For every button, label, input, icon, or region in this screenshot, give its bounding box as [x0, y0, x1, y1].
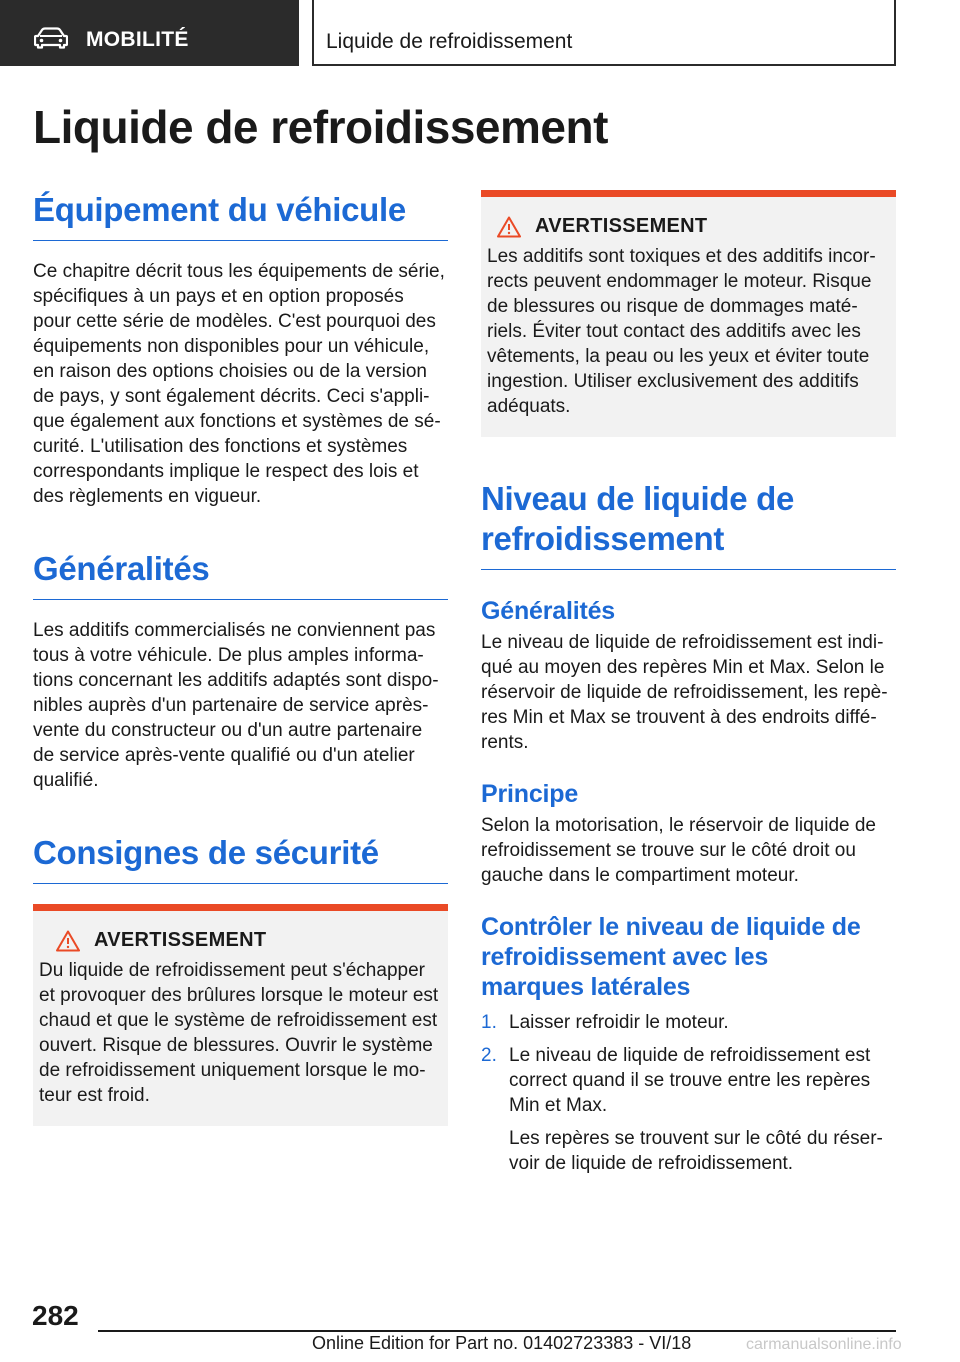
edition-label: Online Edition for Part no. 01402723383 - VI/18 [312, 1333, 692, 1353]
warning-triangle-icon [56, 930, 80, 952]
text-line: Min et Max. [509, 1095, 608, 1116]
text-line: pour cette série de modèles. C'est pourquoi des [33, 311, 436, 332]
text-line: vêtements, la peau ou les yeux et éviter toute [487, 346, 870, 367]
text-line: en raison des options choisies ou de la version [33, 361, 427, 382]
text-line: Les repères se trouvent sur le côté du réser‐ [509, 1128, 883, 1149]
text-line: nibles auprès d'un partenaire de service après- [33, 695, 429, 716]
text-line: voir de liquide de refroidissement. [509, 1153, 794, 1174]
text-line: spécifiques à un pays et en option proposés [33, 286, 404, 307]
principle-heading: Principe [481, 780, 579, 808]
text-line: de blessures ou risque de dommages maté‐ [487, 296, 858, 317]
principle-paragraph [481, 813, 896, 888]
text-line: vente du constructeur ou d'un autre partenaire [33, 720, 423, 741]
text-line: que également aux fonctions et systèmes de sé‐ [33, 411, 441, 432]
text-line: de refroidissement uniquement lorsque le mo‐ [39, 1060, 426, 1081]
text-line: rents. [481, 732, 529, 753]
heading-line: Niveau de liquide de [481, 480, 795, 517]
footer-divider [98, 1330, 896, 1332]
text-line: et provoquer des brûlures lorsque le moteur est [39, 985, 439, 1006]
text-line: adéquats. [487, 396, 571, 417]
text-line: réservoir de liquide de refroidissement, les repè‐ [481, 682, 888, 703]
warning-header [39, 929, 442, 952]
warning-title: AVERTISSEMENT [94, 929, 267, 951]
text-line: Les additifs sont toxiques et des additifs incor‐ [487, 246, 876, 267]
left-column [33, 190, 448, 1126]
check-level-heading [481, 912, 896, 1002]
text-line: ouvert. Risque de blessures. Ouvrir le système [39, 1035, 433, 1056]
text-line: chaud et que le système de refroidissement est [39, 1010, 438, 1031]
warning-title: AVERTISSEMENT [535, 215, 708, 237]
text-line: Ce chapitre décrit tous les équipements de série, [33, 261, 445, 282]
list-item [481, 1043, 896, 1176]
heading-line: Contrôler le niveau de liquide de [481, 913, 861, 941]
text-line: tous à votre véhicule. De plus amples informa‐ [33, 645, 424, 666]
list-item [481, 1010, 896, 1035]
watermark: carmanualsonline.info [746, 1336, 902, 1353]
text-line: gauche dans le compartiment moteur. [481, 865, 799, 886]
text-line: des règlements en vigueur. [33, 486, 262, 507]
text-line: qualifié. [33, 770, 99, 791]
step-number: 2. [481, 1045, 497, 1066]
text-line: ingestion. Utiliser exclusivement des additifs [487, 371, 859, 392]
text-line: de service après-vente qualifié ou d'un atelier [33, 745, 415, 766]
text-line: Le niveau de liquide de refroidissement est [509, 1045, 871, 1066]
text-line: riels. Éviter tout contact des additifs avec les [487, 321, 861, 342]
general-heading: Généralités [33, 549, 448, 600]
text-line: Selon la motorisation, le réservoir de liquide de [481, 815, 876, 836]
page-number: 282 [32, 1300, 79, 1331]
text-line: Du liquide de refroidissement peut s'échapper [39, 960, 425, 981]
section-tab [0, 0, 299, 66]
heading-line: refroidissement [481, 520, 725, 557]
text-line: de pays, y sont également décrits. Ceci s'appli‐ [33, 386, 430, 407]
text-line: teur est froid. [39, 1085, 150, 1106]
text-line: tions concernant les additifs adaptés sont dispo‐ [33, 670, 439, 691]
warning-box [33, 904, 448, 1126]
level-heading [481, 479, 896, 570]
warning-triangle-icon [497, 216, 521, 238]
breadcrumb [312, 0, 896, 66]
level-general-heading: Généralités [481, 597, 615, 625]
equipment-paragraph [33, 259, 448, 509]
text-line: Laisser refroidir le moteur. [509, 1012, 729, 1033]
text-line: Les additifs commercialisés ne conviennent pas [33, 620, 436, 641]
equipment-heading: Équipement du véhicule [33, 190, 448, 241]
warning-header [487, 215, 890, 238]
general-paragraph [33, 618, 448, 793]
text-line: équipements non disponibles pour un véhicule, [33, 336, 430, 357]
text-line: qué au moyen des repères Min et Max. Selon le [481, 657, 885, 678]
heading-line: refroidissement avec les [481, 943, 769, 971]
level-general-paragraph [481, 630, 896, 755]
text-line: res Min et Max se trouvent à des endroits diffé‐ [481, 707, 877, 728]
text-line: correspondants implique le respect des lois et [33, 461, 419, 482]
car-icon [34, 27, 68, 49]
warning-box [481, 190, 896, 437]
steps-list [481, 1010, 896, 1176]
text-line: curité. L'utilisation des fonctions et systèmes [33, 436, 408, 457]
page-title: Liquide de refroidissement [33, 101, 608, 153]
step-number: 1. [481, 1012, 497, 1033]
text-line: refroidissement se trouve sur le côté droit ou [481, 840, 856, 861]
right-column [481, 190, 896, 1176]
heading-line: marques latérales [481, 973, 691, 1001]
text-line: rects peuvent endommager le moteur. Risque [487, 271, 872, 292]
text-line: Le niveau de liquide de refroidissement est indi‐ [481, 632, 884, 653]
safety-heading: Consignes de sécurité [33, 833, 448, 884]
section-label: MOBILITÉ [86, 28, 189, 51]
text-line: correct quand il se trouve entre les repères [509, 1070, 871, 1091]
breadcrumb-label: Liquide de refroidissement [326, 30, 573, 53]
